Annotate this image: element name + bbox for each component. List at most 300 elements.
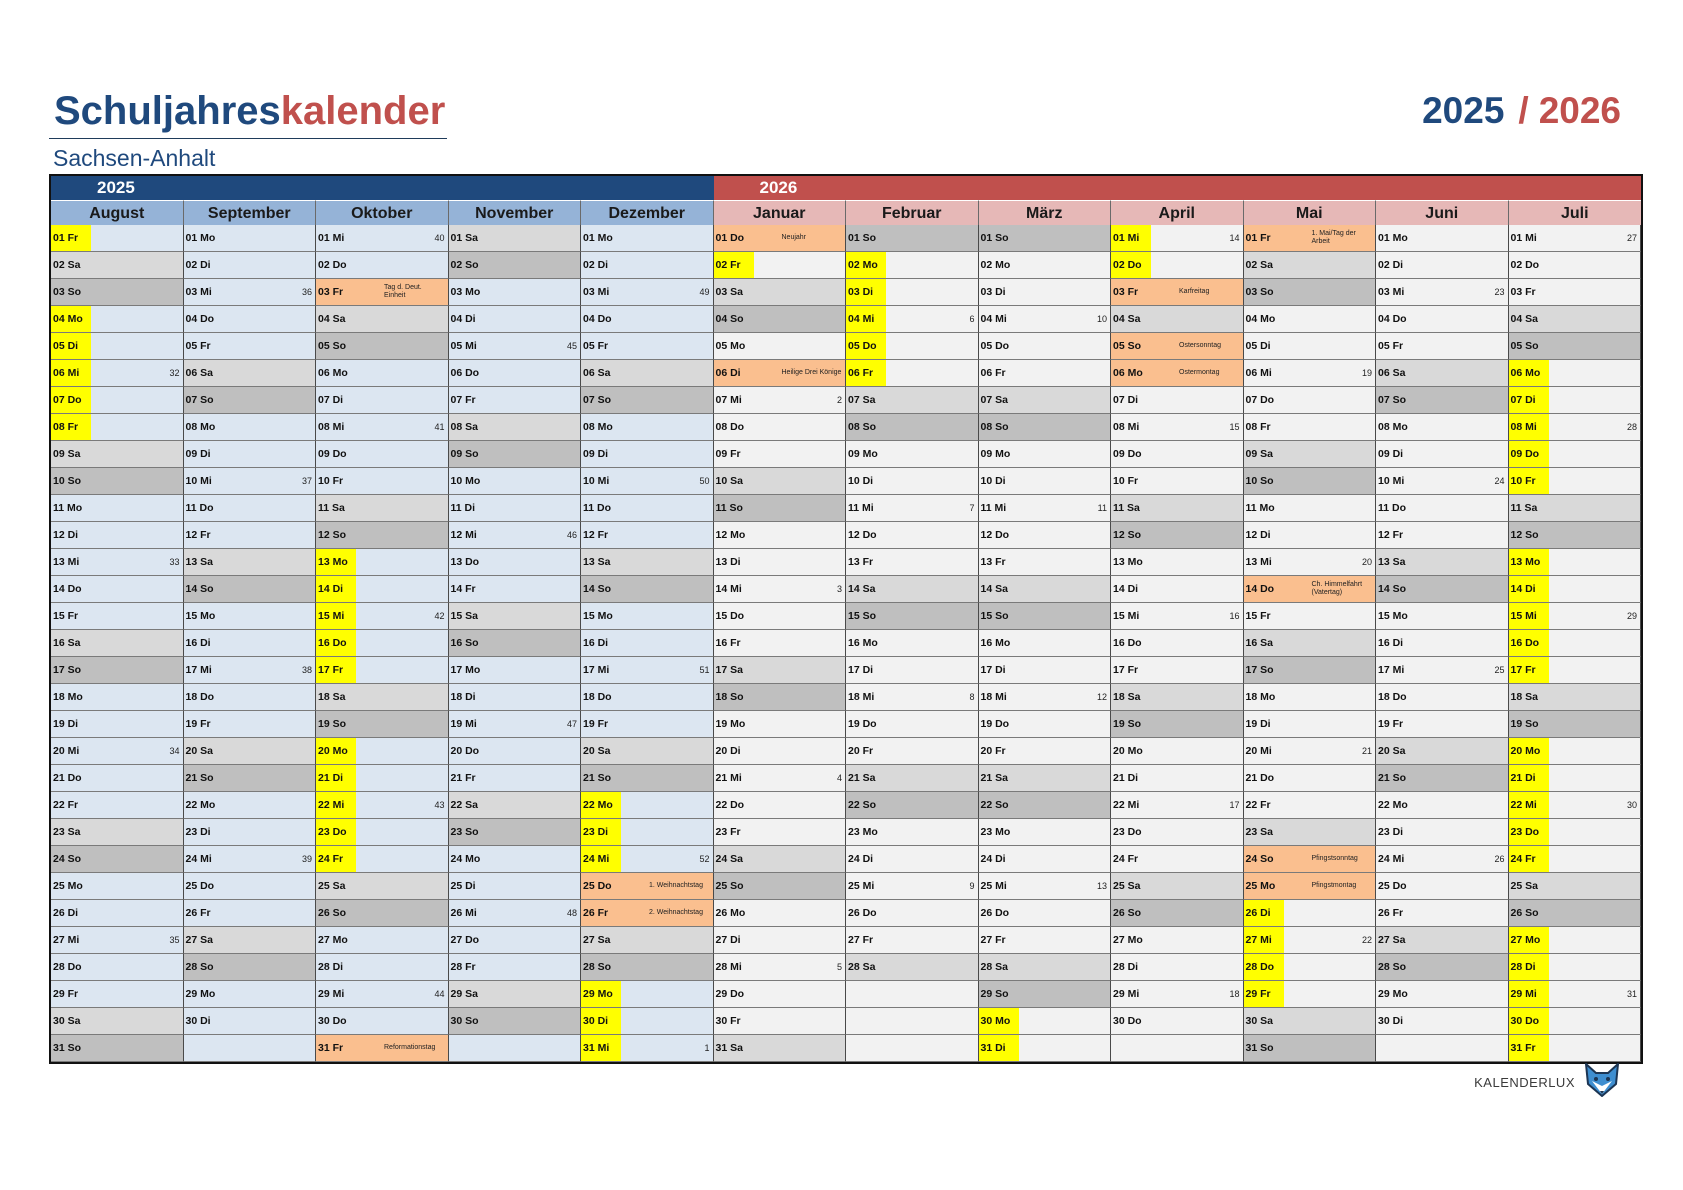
day-label: 14 So — [185, 583, 214, 595]
day-label: 20 Mi — [1245, 745, 1272, 757]
day-label: 24 So — [53, 853, 82, 865]
day-label: 31 Mi — [581, 1035, 621, 1061]
day-cell-august-13 — [51, 549, 184, 576]
day-cell-september-09 — [184, 441, 317, 468]
day-label: 01 Mo — [583, 232, 613, 244]
day-label: 26 Fr — [1378, 907, 1404, 919]
day-label: 29 Mo — [1378, 988, 1408, 1000]
day-cell-dezember-08 — [581, 414, 714, 441]
month-header-januar: Januar — [714, 200, 847, 225]
day-label: 10 Fr — [1113, 475, 1139, 487]
day-cell-mai-25 — [1244, 873, 1377, 900]
day-label: 07 So — [583, 394, 612, 406]
day-cell-mai-11 — [1244, 495, 1377, 522]
day-label: 26 Mi — [450, 907, 477, 919]
day-label: 03 Sa — [715, 286, 743, 298]
day-cell-juni-16 — [1376, 630, 1509, 657]
day-cell-august-08 — [51, 414, 184, 441]
day-cell-januar-06 — [714, 360, 847, 387]
day-label: 14 Do — [53, 583, 82, 595]
day-label: 07 Sa — [980, 394, 1008, 406]
day-label: 02 Mo — [980, 259, 1011, 271]
day-cell-april-08 — [1111, 414, 1244, 441]
day-cell-dezember-16 — [581, 630, 714, 657]
day-cell-november-08 — [449, 414, 582, 441]
day-cell-februar-07 — [846, 387, 979, 414]
day-label: 16 Mo — [980, 637, 1011, 649]
day-label: 16 Do — [1509, 630, 1549, 656]
day-cell-april-17 — [1111, 657, 1244, 684]
day-label: 04 Do — [583, 313, 612, 325]
day-cell-november-18 — [449, 684, 582, 711]
day-cell-mai-23 — [1244, 819, 1377, 846]
day-cell-november-24 — [449, 846, 582, 873]
day-label: 18 Sa — [318, 691, 346, 703]
day-cell-juli-05 — [1509, 333, 1642, 360]
month-header-juni: Juni — [1376, 200, 1509, 225]
day-cell-juni-08 — [1376, 414, 1509, 441]
day-label: 16 Fr — [715, 637, 741, 649]
day-cell-dezember-22 — [581, 792, 714, 819]
year-bar-2025: 2025 — [51, 176, 714, 200]
day-label: 09 Fr — [715, 448, 741, 460]
week-number: 2 — [836, 395, 842, 405]
day-label: 30 Mo — [979, 1008, 1019, 1034]
day-cell-juni-03 — [1376, 279, 1509, 306]
day-cell-januar-13 — [714, 549, 847, 576]
day-cell-oktober-07 — [316, 387, 449, 414]
day-label: 08 Do — [715, 421, 745, 433]
day-cell-mai-10 — [1244, 468, 1377, 495]
day-label: 21 So — [583, 772, 612, 784]
day-label: 15 Fr — [53, 610, 79, 622]
day-cell-februar-05 — [846, 333, 979, 360]
day-cell-august-01 — [51, 225, 184, 252]
day-cell-oktober-27 — [316, 927, 449, 954]
week-number: 48 — [566, 908, 577, 918]
day-cell-september-19 — [184, 711, 317, 738]
week-number: 46 — [566, 530, 577, 540]
day-cell-november-28 — [449, 954, 582, 981]
day-label: 08 Mi — [318, 421, 345, 433]
day-cell-januar-14 — [714, 576, 847, 603]
day-cell-april-07 — [1111, 387, 1244, 414]
day-label: 08 Fr — [1245, 421, 1271, 433]
day-label: 14 So — [1378, 583, 1407, 595]
day-label: 27 Mi — [53, 934, 80, 946]
day-label: 22 Mo — [1378, 799, 1408, 811]
day-cell-november-20 — [449, 738, 582, 765]
day-label: 27 Fr — [980, 934, 1006, 946]
day-label: 01 So — [980, 232, 1009, 244]
empty-cell — [449, 1035, 582, 1062]
day-cell-april-02 — [1111, 252, 1244, 279]
day-cell-januar-12 — [714, 522, 847, 549]
day-cell-oktober-23 — [316, 819, 449, 846]
month-header-oktober: Oktober — [316, 200, 449, 225]
day-cell-november-04 — [449, 306, 582, 333]
day-label: 25 Di — [450, 880, 476, 892]
day-label: 07 Sa — [848, 394, 876, 406]
day-label: 03 Fr — [1510, 286, 1536, 298]
day-label: 05 So — [1510, 340, 1539, 352]
day-label: 04 Mi — [846, 306, 886, 332]
day-cell-oktober-28 — [316, 954, 449, 981]
day-cell-september-20 — [184, 738, 317, 765]
holiday-name: Ostermontag — [1179, 369, 1220, 376]
week-number: 30 — [1626, 800, 1637, 810]
day-cell-mai-12 — [1244, 522, 1377, 549]
day-label: 27 Do — [450, 934, 480, 946]
day-cell-august-18 — [51, 684, 184, 711]
day-label: 28 Fr — [450, 961, 476, 973]
day-label: 06 Di — [715, 367, 741, 379]
day-label: 28 Do — [53, 961, 82, 973]
day-label: 09 Sa — [53, 448, 81, 460]
day-cell-dezember-14 — [581, 576, 714, 603]
day-label: 24 Fr — [1509, 846, 1549, 872]
day-cell-oktober-11 — [316, 495, 449, 522]
day-cell-oktober-06 — [316, 360, 449, 387]
week-number: 38 — [301, 665, 312, 675]
day-label: 06 Mi — [51, 360, 91, 386]
day-label: 13 Fr — [848, 556, 874, 568]
day-cell-september-01 — [184, 225, 317, 252]
day-cell-november-17 — [449, 657, 582, 684]
day-cell-september-06 — [184, 360, 317, 387]
day-cell-juni-02 — [1376, 252, 1509, 279]
day-label: 19 Fr — [1378, 718, 1404, 730]
day-cell-mai-18 — [1244, 684, 1377, 711]
day-label: 23 Di — [185, 826, 211, 838]
day-label: 16 Mo — [848, 637, 878, 649]
day-label: 17 Di — [980, 664, 1006, 676]
day-label: 13 Sa — [185, 556, 213, 568]
week-number: 50 — [699, 476, 710, 486]
day-cell-juli-23 — [1509, 819, 1642, 846]
day-cell-januar-23 — [714, 819, 847, 846]
day-label: 15 So — [980, 610, 1009, 622]
day-label: 23 Di — [1378, 826, 1404, 838]
day-label: 18 Mo — [53, 691, 83, 703]
day-cell-maerz-07 — [979, 387, 1112, 414]
day-label: 29 Fr — [1244, 981, 1284, 1007]
day-label: 21 Sa — [980, 772, 1008, 784]
day-cell-februar-20 — [846, 738, 979, 765]
day-cell-august-19 — [51, 711, 184, 738]
week-number: 36 — [301, 287, 312, 297]
day-label: 22 Fr — [1245, 799, 1271, 811]
week-number: 16 — [1229, 611, 1240, 621]
day-label: 01 Mi — [318, 232, 345, 244]
day-cell-maerz-23 — [979, 819, 1112, 846]
day-label: 20 Mo — [1113, 745, 1143, 757]
day-cell-juli-30 — [1509, 1008, 1642, 1035]
day-cell-november-03 — [449, 279, 582, 306]
day-cell-april-15 — [1111, 603, 1244, 630]
day-label: 29 Mi — [1113, 988, 1140, 1000]
day-cell-mai-04 — [1244, 306, 1377, 333]
day-cell-maerz-05 — [979, 333, 1112, 360]
week-number: 14 — [1229, 233, 1240, 243]
day-cell-februar-19 — [846, 711, 979, 738]
holiday-name: Reformationstag — [384, 1044, 436, 1051]
day-label: 21 Fr — [450, 772, 476, 784]
day-label: 28 Di — [1509, 954, 1549, 980]
day-label: 06 Fr — [980, 367, 1006, 379]
day-label: 08 Sa — [450, 421, 478, 433]
day-cell-mai-15 — [1244, 603, 1377, 630]
week-number: 22 — [1361, 935, 1372, 945]
holiday-name: Ch. Himmelfahrt (Vatertag) — [1311, 581, 1363, 596]
month-header-mai: Mai — [1244, 200, 1377, 225]
day-cell-februar-08 — [846, 414, 979, 441]
day-label: 14 Sa — [980, 583, 1008, 595]
day-label: 14 Do — [1245, 583, 1275, 595]
day-cell-juli-21 — [1509, 765, 1642, 792]
day-label: 03 Mi — [1378, 286, 1405, 298]
day-cell-november-09 — [449, 441, 582, 468]
day-label: 23 Mo — [848, 826, 878, 838]
day-cell-november-19 — [449, 711, 582, 738]
day-label: 22 Mi — [316, 792, 356, 818]
day-cell-januar-03 — [714, 279, 847, 306]
day-cell-mai-26 — [1244, 900, 1377, 927]
day-label: 10 Mi — [1378, 475, 1405, 487]
day-cell-juni-11 — [1376, 495, 1509, 522]
day-cell-dezember-05 — [581, 333, 714, 360]
day-cell-august-02 — [51, 252, 184, 279]
day-cell-oktober-25 — [316, 873, 449, 900]
day-label: 05 Do — [980, 340, 1010, 352]
day-cell-januar-22 — [714, 792, 847, 819]
day-label: 02 Di — [1378, 259, 1404, 271]
day-label: 07 Di — [1113, 394, 1139, 406]
day-label: 26 Di — [53, 907, 79, 919]
day-cell-juli-31 — [1509, 1035, 1642, 1062]
day-label: 28 Di — [318, 961, 344, 973]
day-label: 13 Mo — [1509, 549, 1549, 575]
day-label: 25 Mo — [1245, 880, 1276, 892]
day-cell-november-25 — [449, 873, 582, 900]
day-label: 08 Fr — [51, 414, 91, 440]
day-label: 21 Do — [53, 772, 82, 784]
region-subtitle: Sachsen-Anhalt — [53, 145, 216, 171]
day-cell-april-27 — [1111, 927, 1244, 954]
day-label: 21 Do — [1245, 772, 1275, 784]
day-cell-oktober-20 — [316, 738, 449, 765]
day-label: 19 Do — [980, 718, 1010, 730]
day-label: 06 Sa — [1378, 367, 1406, 379]
day-cell-januar-20 — [714, 738, 847, 765]
day-label: 24 Fr — [1113, 853, 1139, 865]
day-cell-maerz-02 — [979, 252, 1112, 279]
day-label: 19 So — [318, 718, 347, 730]
day-label: 21 So — [185, 772, 214, 784]
day-cell-oktober-18 — [316, 684, 449, 711]
day-label: 08 Mo — [583, 421, 613, 433]
day-cell-dezember-25 — [581, 873, 714, 900]
day-cell-februar-25 — [846, 873, 979, 900]
day-cell-april-11 — [1111, 495, 1244, 522]
day-label: 14 Di — [1113, 583, 1139, 595]
day-label: 15 Mi — [1113, 610, 1140, 622]
day-cell-juli-14 — [1509, 576, 1642, 603]
day-cell-mai-09 — [1244, 441, 1377, 468]
day-label: 11 Mi — [980, 502, 1007, 514]
day-label: 17 Sa — [715, 664, 743, 676]
day-label: 17 Fr — [1113, 664, 1139, 676]
day-label: 27 Mo — [1509, 927, 1549, 953]
day-cell-mai-19 — [1244, 711, 1377, 738]
day-label: 10 Fr — [1509, 468, 1549, 494]
day-cell-dezember-17 — [581, 657, 714, 684]
month-header-august: August — [51, 200, 184, 225]
holiday-name: Pfingstmontag — [1311, 882, 1357, 889]
day-label: 15 So — [848, 610, 877, 622]
week-number: 42 — [434, 611, 445, 621]
day-cell-mai-28 — [1244, 954, 1377, 981]
day-cell-oktober-10 — [316, 468, 449, 495]
day-cell-maerz-31 — [979, 1035, 1112, 1062]
month-header-maerz: März — [979, 200, 1112, 225]
day-label: 19 Mo — [715, 718, 746, 730]
month-header-februar: Februar — [846, 200, 979, 225]
day-label: 12 Do — [980, 529, 1010, 541]
day-cell-februar-16 — [846, 630, 979, 657]
day-cell-november-15 — [449, 603, 582, 630]
day-label: 12 Mi — [450, 529, 477, 541]
day-label: 12 Fr — [583, 529, 609, 541]
holiday-name: Ostersonntag — [1179, 342, 1222, 349]
day-cell-april-22 — [1111, 792, 1244, 819]
day-cell-maerz-27 — [979, 927, 1112, 954]
day-label: 16 Di — [185, 637, 211, 649]
week-number: 27 — [1626, 233, 1637, 243]
day-cell-januar-10 — [714, 468, 847, 495]
day-cell-dezember-10 — [581, 468, 714, 495]
day-cell-juni-07 — [1376, 387, 1509, 414]
day-cell-oktober-19 — [316, 711, 449, 738]
day-cell-mai-07 — [1244, 387, 1377, 414]
day-label: 31 Fr — [318, 1042, 344, 1054]
day-cell-oktober-16 — [316, 630, 449, 657]
day-cell-juli-08 — [1509, 414, 1642, 441]
week-number: 41 — [434, 422, 445, 432]
day-cell-juli-11 — [1509, 495, 1642, 522]
day-cell-oktober-21 — [316, 765, 449, 792]
day-cell-mai-24 — [1244, 846, 1377, 873]
day-cell-februar-21 — [846, 765, 979, 792]
day-cell-november-11 — [449, 495, 582, 522]
day-label: 03 Fr — [1113, 286, 1139, 298]
day-cell-juli-27 — [1509, 927, 1642, 954]
day-cell-mai-27 — [1244, 927, 1377, 954]
month-header-april: April — [1111, 200, 1244, 225]
day-label: 20 Fr — [980, 745, 1006, 757]
day-label: 11 Mo — [1245, 502, 1275, 514]
day-label: 18 Sa — [1113, 691, 1141, 703]
day-cell-maerz-30 — [979, 1008, 1112, 1035]
day-cell-november-10 — [449, 468, 582, 495]
day-label: 25 Sa — [1510, 880, 1538, 892]
day-label: 02 Mo — [846, 252, 886, 278]
day-cell-september-11 — [184, 495, 317, 522]
day-label: 29 Mi — [318, 988, 345, 1000]
day-cell-september-16 — [184, 630, 317, 657]
week-number: 25 — [1494, 665, 1505, 675]
day-cell-februar-06 — [846, 360, 979, 387]
day-label: 01 Mi — [1111, 225, 1151, 251]
day-cell-september-08 — [184, 414, 317, 441]
day-cell-dezember-26 — [581, 900, 714, 927]
day-cell-maerz-24 — [979, 846, 1112, 873]
day-label: 15 Mo — [185, 610, 216, 622]
day-label: 18 Mi — [980, 691, 1007, 703]
day-cell-august-10 — [51, 468, 184, 495]
day-cell-juli-25 — [1509, 873, 1642, 900]
day-label: 21 Di — [316, 765, 356, 791]
day-cell-november-05 — [449, 333, 582, 360]
day-label: 26 So — [1113, 907, 1142, 919]
day-label: 23 Sa — [53, 826, 81, 838]
day-cell-mai-22 — [1244, 792, 1377, 819]
day-label: 15 Mi — [1509, 603, 1549, 629]
day-label: 01 Mo — [1378, 232, 1408, 244]
week-number: 34 — [169, 746, 180, 756]
day-label: 06 Mo — [318, 367, 348, 379]
day-label: 05 Do — [846, 333, 886, 359]
day-cell-juli-04 — [1509, 306, 1642, 333]
day-label: 10 Di — [980, 475, 1006, 487]
week-number: 10 — [1096, 314, 1107, 324]
day-label: 25 Mi — [848, 880, 875, 892]
day-label: 13 Sa — [583, 556, 611, 568]
day-label: 12 Fr — [1378, 529, 1404, 541]
day-cell-januar-15 — [714, 603, 847, 630]
year-end: 2026 — [1538, 90, 1621, 131]
day-label: 16 Sa — [53, 637, 81, 649]
day-label: 05 Fr — [185, 340, 211, 352]
day-label: 30 Di — [185, 1015, 211, 1027]
day-label: 11 Mo — [53, 502, 83, 514]
day-label: 31 So — [1245, 1042, 1274, 1054]
day-label: 28 Sa — [980, 961, 1008, 973]
day-cell-september-10 — [184, 468, 317, 495]
day-label: 17 Mi — [583, 664, 610, 676]
day-cell-januar-08 — [714, 414, 847, 441]
day-cell-februar-03 — [846, 279, 979, 306]
day-label: 10 Mi — [185, 475, 212, 487]
day-cell-mai-20 — [1244, 738, 1377, 765]
day-label: 27 Sa — [185, 934, 213, 946]
day-cell-september-27 — [184, 927, 317, 954]
week-number: 32 — [169, 368, 180, 378]
day-cell-juni-20 — [1376, 738, 1509, 765]
day-label: 06 Sa — [583, 367, 611, 379]
brand-name: KALENDERLUX — [1474, 1074, 1575, 1090]
day-cell-august-14 — [51, 576, 184, 603]
day-label: 14 Sa — [848, 583, 876, 595]
day-label: 17 Mi — [1378, 664, 1405, 676]
day-cell-april-23 — [1111, 819, 1244, 846]
day-cell-august-09 — [51, 441, 184, 468]
day-cell-januar-29 — [714, 981, 847, 1008]
day-label: 15 Fr — [1245, 610, 1271, 622]
day-cell-dezember-30 — [581, 1008, 714, 1035]
day-label: 28 So — [1378, 961, 1407, 973]
day-label: 01 Sa — [450, 232, 478, 244]
